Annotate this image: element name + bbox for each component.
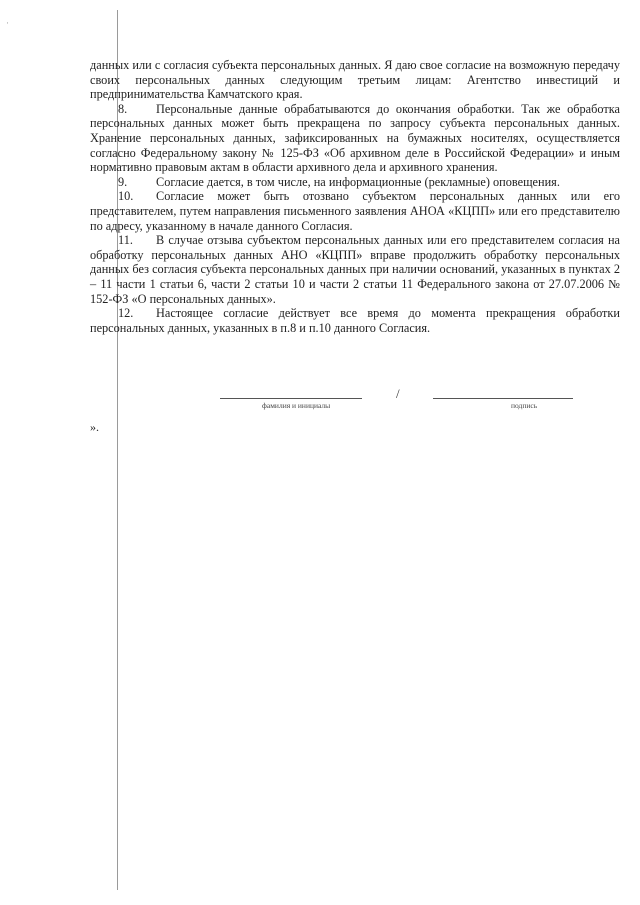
paragraph-continuation [90,58,620,102]
paragraph-number: 10. [118,189,134,204]
paragraph-text: Согласие дается, в том числе, на информационные (рекламные) оповещения. [156,174,560,189]
paragraph-text: данных или с согласия субъекта персональных данных. Я даю свое согласие на возможную передачу своих персональных данных следующим третьим лицам: Агентство инвестиций и предпринимательства Камчатского края. [90,58,620,102]
signature-line [433,398,573,399]
paragraph-8 [90,102,620,175]
signature-caption: подпись [511,401,538,410]
corner-mark: · [6,18,9,28]
paragraph-number: 11. [118,233,133,248]
paragraph-10 [90,189,620,233]
paragraph-text: Настоящее согласие действует все время до момента прекращения обработки персональных данных, указанных в п.8 и п.10 данного Согласия. [90,306,620,335]
paragraph-number: 9. [118,174,128,189]
paragraph-number: 12. [118,306,134,321]
closing-quote: ». [90,420,99,434]
name-signature-line [220,398,362,399]
signature-separator: / [396,386,400,401]
paragraph-text: Персональные данные обрабатываются до окончания обработки. Так же обработка персональных данных может быть прекращена по запросу субъекта персональных данных. Хранение персональных данных, зафиксированных на бумажных носителях, осуществляется согласно Федеральному закону № 125-ФЗ «Об архивном деле в Российской Федерации» и иным нормативно правовым актам в области архивного дела и архивного хранения. [90,101,620,175]
paragraph-text: В случае отзыва субъектом персональных данных или его представителем согласия на обработку персональных данных АНО «КЦПП» вправе продолжить обработку персональных данных без согласия субъекта персональных данных при наличии оснований, указанных в пунктах 2 – 11 части 1 статьи 6, части 2 статьи 10 и части 2 статьи 11 Федерального закона от 27.07.2006 № 152-ФЗ «О персональных данных». [90,233,620,306]
signature-block [0,386,640,416]
paragraph-text: Согласие может быть отозвано субъектом персональных данных или его представителем, путем направления письменного заявления АНОА «КЦПП» или его представителю по адресу, указанному в начале данного Согласия. [90,189,620,233]
paragraph-number: 8. [118,101,128,116]
paragraph-9 [90,175,620,190]
paragraph-12 [90,306,620,335]
name-caption: фамилия и инициалы [262,401,331,410]
paragraph-11 [90,233,620,306]
document-body [90,58,620,335]
